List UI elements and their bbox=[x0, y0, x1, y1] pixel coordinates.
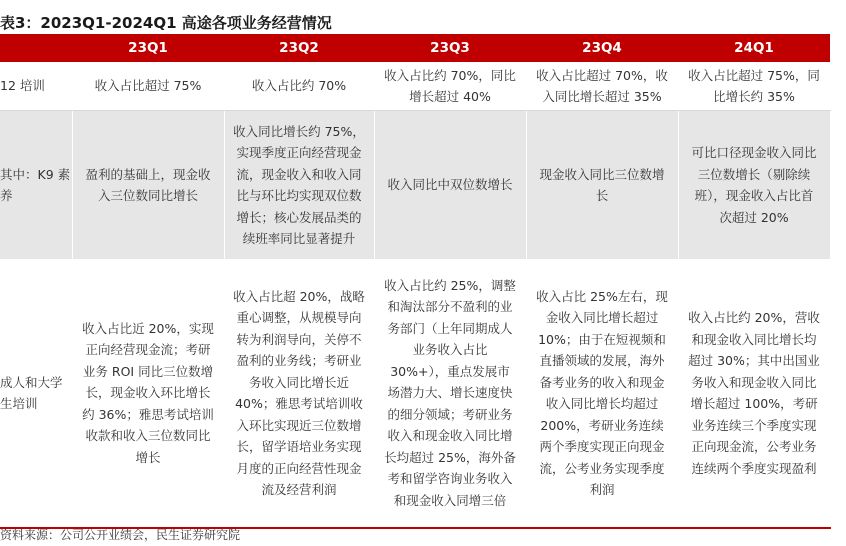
table-cell bbox=[526, 62, 678, 111]
cell-line: 转为利润导向，关停不 bbox=[236, 331, 362, 347]
table-cell bbox=[526, 259, 678, 528]
table-cell bbox=[678, 111, 830, 260]
row-label-line: 养 bbox=[0, 188, 13, 203]
business-table bbox=[0, 34, 831, 529]
cell-line: 流及经营利润 bbox=[261, 482, 337, 497]
cell-line: 比增长约 35% bbox=[713, 89, 795, 104]
cell-line: 和现金收入同比增长均 bbox=[691, 331, 817, 347]
cell-line: 收入占比超 20%，战略 bbox=[233, 288, 365, 304]
cell-line: 长 bbox=[595, 188, 609, 203]
cell-line: 入环比实现近三位数增 bbox=[236, 417, 362, 433]
table-row bbox=[0, 259, 830, 528]
cell-line: 重心调整，从规模导向 bbox=[236, 310, 362, 325]
cell-line: 备考业务的收入和现金 bbox=[539, 374, 665, 390]
table-cell bbox=[678, 259, 830, 528]
table-title: 表3：2023Q1-2024Q1 高途各项业务经营情况 bbox=[0, 14, 332, 32]
cell-line: 收入同比中双位数增长 bbox=[387, 177, 513, 193]
header-cell: 23Q2 bbox=[224, 34, 374, 62]
cell-line: 金收入同比增长超过 bbox=[545, 310, 659, 325]
table-cell bbox=[224, 259, 374, 528]
cell-line: 收入占比约 70%，同比 bbox=[384, 67, 516, 83]
cell-line: 月度的正向经营性现金 bbox=[236, 460, 362, 476]
cell-line: 可比口径现金收入同比 bbox=[691, 145, 817, 160]
cell-line: 务收入和现金收入同比 bbox=[691, 374, 817, 390]
header-cell: 23Q1 bbox=[72, 34, 224, 62]
header-cell: 23Q3 bbox=[374, 34, 526, 62]
cell-line: 班），现金收入占比首 bbox=[694, 188, 814, 203]
cell-line: 收入占比约 25%，调整 bbox=[384, 277, 516, 293]
cell-line: 30%+），重点发展市 bbox=[390, 363, 510, 379]
table-cell bbox=[72, 111, 224, 260]
cell-line: 现金收入同比三位数增 bbox=[539, 166, 665, 182]
cell-line: 增长超过 100%，考研 bbox=[690, 396, 818, 411]
table-cell bbox=[678, 62, 830, 111]
row-label-line: 其中：K9 素 bbox=[0, 166, 71, 182]
cell-line: 超过 30%；其中出国业 bbox=[688, 353, 820, 368]
cell-line: 务收入同比增长近 bbox=[248, 374, 349, 390]
cell-line: 收款和收入三位数同比 bbox=[85, 428, 211, 444]
cell-line: 收入占比约 20%，营收 bbox=[688, 310, 820, 325]
cell-line: 的细分领域；考研业务 bbox=[387, 406, 513, 422]
cell-line: 业务 ROI 同比三位数增 bbox=[82, 363, 214, 379]
table-cell bbox=[526, 111, 678, 260]
cell-line: 40%；雅思考试培训收 bbox=[235, 396, 363, 411]
table-row bbox=[0, 62, 830, 111]
cell-line: 业务收入占比 bbox=[412, 342, 488, 358]
cell-line: 收入占比超过 75%，同 bbox=[688, 67, 820, 83]
cell-line: 次超过 20% bbox=[719, 209, 789, 225]
cell-line: 约 36%；雅思考试培训 bbox=[82, 406, 214, 422]
row-label bbox=[0, 111, 72, 260]
cell-line: 收入同比增长均超过 bbox=[545, 396, 659, 411]
cell-line: 业务连续三个季度实现 bbox=[691, 417, 817, 433]
table-cell bbox=[374, 259, 526, 528]
cell-line: 正向现金流，公考业务 bbox=[691, 439, 817, 454]
cell-line: 场潜力大、增长速度快 bbox=[387, 385, 513, 401]
cell-line: 考和留学咨询业务收入 bbox=[387, 471, 513, 487]
cell-line: 增长 bbox=[135, 449, 161, 465]
cell-line: 三位数增长（剔除续 bbox=[697, 166, 811, 182]
cell-line: 盈利的业务线；考研业 bbox=[236, 353, 362, 368]
header-cell: 24Q1 bbox=[678, 34, 830, 62]
cell-line: 正向经营现金流；考研 bbox=[85, 342, 211, 358]
table-cell bbox=[224, 111, 374, 260]
cell-line: 收入占比近 20%，实现 bbox=[82, 320, 214, 336]
table-row bbox=[0, 111, 830, 260]
table-cell bbox=[374, 62, 526, 111]
cell-line: 流，现金收入和收入同 bbox=[236, 166, 362, 182]
cell-line: 利润 bbox=[589, 482, 615, 497]
header-cell: 23Q4 bbox=[526, 34, 678, 62]
cell-line: 务部门（上年同期成人 bbox=[387, 320, 513, 336]
row-label bbox=[0, 62, 72, 111]
cell-line: 两个季度实现正向现金 bbox=[539, 439, 665, 454]
cell-line: 收入占比超过 70%，收 bbox=[536, 67, 668, 83]
cell-line: 200%，考研业务连续 bbox=[540, 417, 664, 433]
cell-line: 长，留学语培业务实现 bbox=[236, 439, 362, 454]
table-cell bbox=[72, 62, 224, 111]
cell-line: 入三位数同比增长 bbox=[97, 188, 198, 203]
cell-line: 流，公考业务实现季度 bbox=[539, 460, 665, 476]
table-cell bbox=[72, 259, 224, 528]
cell-line: 增长；核心发展品类的 bbox=[236, 209, 362, 225]
cell-line: 直播领域的发展，海外 bbox=[539, 353, 665, 368]
source-note: 资料来源：公司公开业绩会，民生证券研究院 bbox=[0, 528, 241, 542]
header-row bbox=[0, 34, 830, 62]
cell-line: 长，现金收入环比增长 bbox=[85, 385, 211, 401]
row-label-line: 生培训 bbox=[0, 396, 38, 411]
cell-line: 收入和现金收入同比增 bbox=[387, 428, 513, 444]
cell-line: 盈利的基础上，现金收 bbox=[85, 166, 211, 182]
cell-line: 入同比增长超过 35% bbox=[542, 89, 662, 104]
cell-line: 续班率同比显著提升 bbox=[242, 231, 356, 246]
cell-line: 收入占比超过 75% bbox=[94, 78, 202, 94]
row-label bbox=[0, 259, 72, 528]
cell-line: 连续两个季度实现盈利 bbox=[691, 460, 817, 476]
header-cell bbox=[0, 34, 72, 62]
cell-line: 收入占比约 70% bbox=[251, 78, 347, 94]
cell-line: 实现季度正向经营现金 bbox=[236, 145, 362, 160]
cell-line: 和淘汰部分不盈利的业 bbox=[387, 299, 513, 315]
row-label-line: 成人和大学 bbox=[0, 374, 63, 390]
cell-line: 增长超过 40% bbox=[409, 89, 491, 104]
table-cell bbox=[224, 62, 374, 111]
cell-line: 10%；由于在短视频和 bbox=[538, 331, 666, 347]
cell-line: 比与环比均实现双位数 bbox=[236, 188, 362, 203]
cell-line: 和现金收入同增三倍 bbox=[393, 492, 507, 508]
cell-line: 收入占比 25%左右，现 bbox=[536, 288, 668, 304]
cell-line: 长均超过 25%，海外备 bbox=[384, 449, 516, 465]
table-cell bbox=[374, 111, 526, 260]
cell-line: 收入同比增长约 75%， bbox=[233, 123, 365, 139]
row-label-line: 12 培训 bbox=[0, 78, 45, 94]
